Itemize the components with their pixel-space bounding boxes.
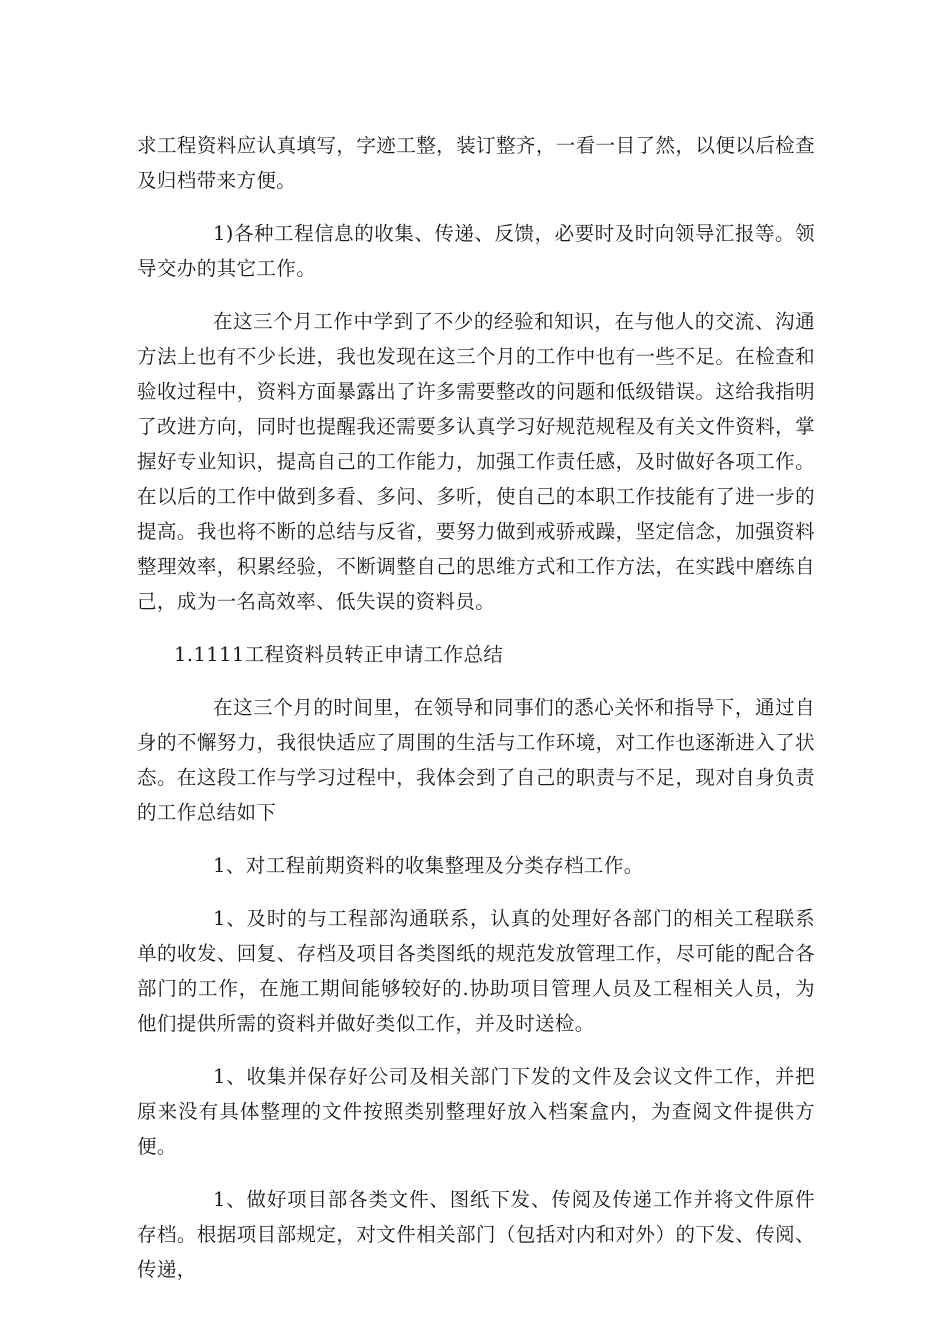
paragraph-3: 在这三个月工作中学到了不少的经验和知识，在与他人的交流、沟通方法上也有不少长进，我也发现在这三个月的工作中也有一些不足。在检查和验收过程中，资料方面暴露出了许多需要整改的问题和低级错误。这给我指明了改进方向，同时也提醒我还需要多认真学习好规范规程及有关文件资料，掌握好专业知识，提高自己的工作能力，加强工作责任感，及时做好各项工作。在以后的工作中做到多看、多问、多听，使自己的本职工作技能有了进一步的提高。我也将不断的总结与反省，要努力做到戒骄戒躁，坚定信念，加强资料整理效率，积累经验，不断调整自己的思维方式和工作方法，在实践中磨练自己，成为一名高效率、低失误的资料员。 [137, 310, 815, 613]
paragraph-1: 求工程资料应认真填写，字迹工整，装订整齐，一看一目了然，以便以后检查及归档带来方便。 [137, 134, 815, 192]
document-body [137, 128, 815, 1305]
paragraph-2: 1)各种工程信息的收集、传递、反馈，必要时及时向领导汇报等。领导交办的其它工作。 [137, 222, 815, 280]
paragraph-7: 1、及时的与工程部沟通联系，认真的处理好各部门的相关工程联系单的收发、回复、存档及项目各类图纸的规范发放管理工作，尽可能的配合各部门的工作，在施工期间能够较好的.协助项目管理人员及工程相关人员，为他们提供所需的资料并做好类似工作，并及时送检。 [137, 907, 815, 1035]
section-heading: 1.1111工程资料员转正申请工作总结 [174, 643, 504, 666]
paragraph-6: 1、对工程前期资料的收集整理及分类存档工作。 [213, 854, 644, 877]
paragraph-8: 1、收集并保存好公司及相关部门下发的文件及会议文件工作，并把原来没有具体整理的文件按照类别整理好放入档案盒内，为查阅文件提供方便。 [137, 1065, 815, 1158]
paragraph-9: 1、做好项目部各类文件、图纸下发、传阅及传递工作并将文件原件存档。根据项目部规定，对文件相关部门（包括对内和对外）的下发、传阅、传递， [137, 1188, 815, 1281]
paragraph-5: 在这三个月的时间里，在领导和同事们的悉心关怀和指导下，通过自身的不懈努力，我很快适应了周围的生活与工作环境，对工作也逐渐进入了状态。在这段工作与学习过程中，我体会到了自己的职责与不足，现对自身负责的工作总结如下 [137, 696, 815, 824]
